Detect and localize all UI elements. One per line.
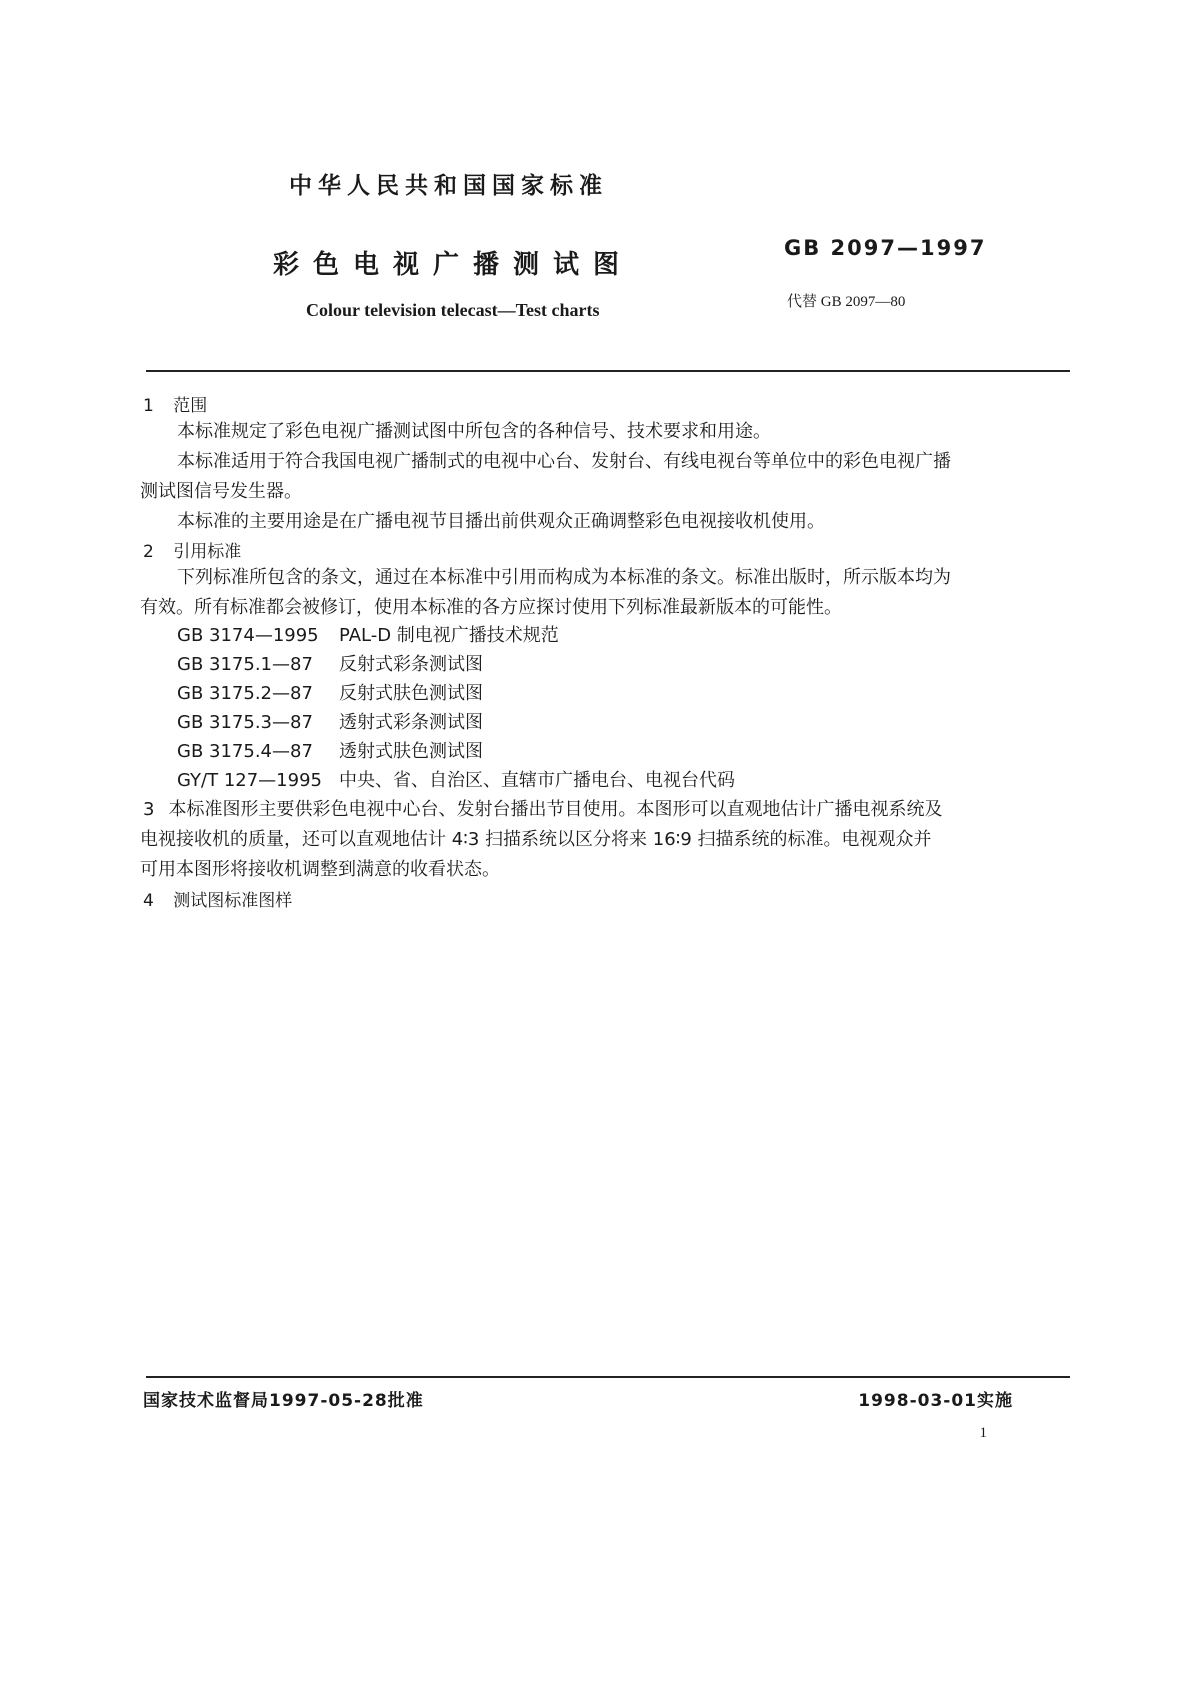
standard-title-en: Colour television telecast—Test charts — [306, 300, 600, 320]
paragraph: 下列标准所包含的条文，通过在本标准中引用而构成为本标准的条文。标准出版时，所示版本均为 — [177, 567, 951, 588]
reference-code: GB 3175.3—87 — [177, 712, 313, 733]
reference-title: PAL-D 制电视广播技术规范 — [339, 625, 559, 646]
section-title: 测试图标准图样 — [173, 891, 293, 911]
header-divider — [146, 370, 1070, 372]
footer-divider — [146, 1376, 1070, 1378]
paragraph: 本标准规定了彩色电视广播测试图中所包含的各种信号、技术要求和用途。 — [177, 421, 771, 442]
reference-code: GB 3175.1—87 — [177, 654, 313, 675]
reference-item — [177, 678, 735, 707]
section-text: 本标准图形主要供彩色电视中心台、发射台播出节目使用。本图形可以直观地估计广播电视系统及 — [168, 799, 943, 820]
reference-code: GB 3174—1995 — [177, 625, 319, 646]
section-number: 4 — [143, 891, 154, 911]
section-2-heading — [143, 537, 241, 562]
implementation-date: 1998-03-01实施 — [858, 1391, 1013, 1411]
section-number: 3 — [143, 799, 155, 820]
replaces-standard: 代替 GB 2097—80 — [787, 294, 906, 310]
paragraph: 电视接收机的质量，还可以直观地估计 4∶3 扫描系统以区分将来 16∶9 扫描系统的标准。电视观众并 — [140, 829, 932, 850]
reference-code: GB 3175.2—87 — [177, 683, 313, 704]
reference-item — [177, 707, 735, 736]
paragraph: 本标准的主要用途是在广播电视节目播出前供观众正确调整彩色电视接收机使用。 — [177, 511, 825, 532]
approval-line: 国家技术监督局1997-05-28批准 — [143, 1391, 424, 1411]
section-title: 引用标准 — [173, 542, 242, 562]
section-4-heading — [143, 886, 292, 911]
section-number: 2 — [143, 542, 154, 562]
paragraph: 可用本图形将接收机调整到满意的收看状态。 — [140, 859, 500, 880]
national-standard-heading: 中华人民共和国国家标准 — [289, 173, 608, 199]
section-3-line — [143, 794, 942, 825]
page-number: 1 — [979, 1425, 987, 1441]
section-1-heading — [143, 391, 207, 416]
reference-code: GY/T 127—1995 — [177, 770, 322, 791]
paragraph: 本标准适用于符合我国电视广播制式的电视中心台、发射台、有线电视台等单位中的彩色电视广播 — [177, 451, 951, 472]
reference-item — [177, 765, 735, 794]
section-number: 1 — [143, 396, 154, 416]
reference-title: 中央、省、自治区、直辖市广播电台、电视台代码 — [339, 770, 735, 791]
reference-item — [177, 649, 735, 678]
section-title: 范围 — [173, 396, 208, 416]
paragraph: 测试图信号发生器。 — [140, 481, 302, 502]
reference-title: 透射式肤色测试图 — [339, 741, 483, 762]
reference-title: 反射式肤色测试图 — [339, 683, 483, 704]
standard-code: GB 2097—1997 — [784, 236, 987, 260]
reference-title: 反射式彩条测试图 — [339, 654, 483, 675]
reference-item — [177, 620, 735, 649]
paragraph: 有效。所有标准都会被修订，使用本标准的各方应探讨使用下列标准最新版本的可能性。 — [140, 597, 842, 618]
standard-title-cn: 彩色电视广播测试图 — [273, 250, 634, 280]
reference-list — [177, 620, 735, 794]
reference-title: 透射式彩条测试图 — [339, 712, 483, 733]
reference-item — [177, 736, 735, 765]
reference-code: GB 3175.4—87 — [177, 741, 313, 762]
